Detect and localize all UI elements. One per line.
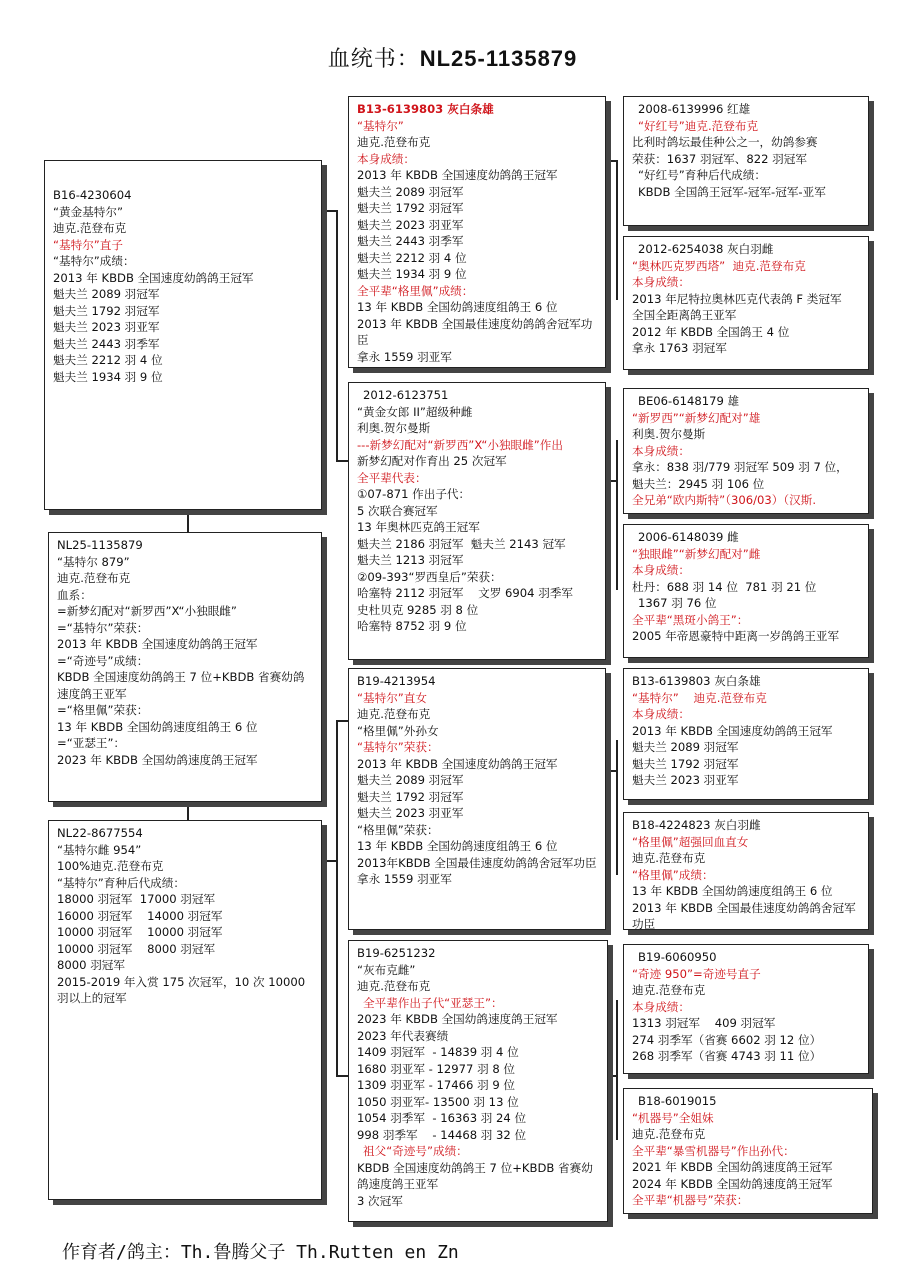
gen2-line: 全平辈作出子代“亚瑟王”： — [363, 995, 503, 1010]
dam-breeder: 100%迪克.范登布克 — [57, 859, 164, 873]
dam-line: 10000 羽冠军 8000 羽冠军 — [57, 941, 216, 956]
gen3-line: 本身成绩： — [632, 707, 690, 721]
dam-line: 8000 羽冠军 — [57, 958, 125, 972]
title-prefix: 血统书： — [327, 47, 420, 72]
gen2-line: 2013 年 KBDB 全国最佳速度幼鸽鸽舍冠军功臣 — [357, 316, 593, 347]
gen3-line: 2013 年 KBDB 全国最佳速度幼鸽鸽舍冠军功臣 — [632, 900, 856, 930]
sire-box — [44, 160, 322, 510]
gen2-line: 拿永 1559 羽亚军 — [357, 872, 452, 886]
sire-lineage: “基特尔”直子 — [53, 237, 123, 252]
gen2-line: 1054 羽季军 - 16363 羽 24 位 — [357, 1111, 527, 1125]
gen3-ring: B18-6019015 — [638, 1094, 717, 1108]
gen2-line: 2023 年 KBDB 全国幼鸽速度鸽王冠军 — [357, 1012, 558, 1026]
subject-line: 血系： — [57, 587, 92, 602]
subject-line: =新梦幻配对“新罗西”X“小独眼雌” — [57, 604, 237, 618]
sire-ring: B16-4230604 — [53, 188, 132, 202]
dam-line: 18000 羽冠军 17000 羽冠军 — [57, 892, 216, 906]
gen3-line: 拿永 1763 羽冠军 — [632, 341, 727, 355]
gen3-box-7 — [623, 944, 869, 1074]
gen2-line: 1309 羽亚军 - 17466 羽 9 位 — [357, 1078, 516, 1092]
gen2-line: 哈塞特 8752 羽 9 位 — [357, 619, 467, 633]
gen3-line: 利奥.贺尔曼斯 — [632, 427, 706, 441]
gen2-line: 迪克.范登布克 — [357, 979, 431, 993]
gen3-line: 本身成绩： — [632, 443, 690, 458]
gen2-line: 魁夫兰 2023 羽亚军 — [357, 217, 464, 232]
gen2-line: ②09-393“罗西皇后”荣获： — [357, 569, 502, 584]
sire-line: 2013 年 KBDB 全国速度幼鸽鸽王冠军 — [53, 270, 254, 285]
gen2-line: “基特尔” — [357, 118, 404, 133]
gen3-line: 魁夫兰 1792 羽冠军 — [632, 756, 739, 771]
gen2-ring: B19-6251232 — [357, 946, 436, 960]
gen3-ring: BE06-6148179 雄 — [638, 394, 740, 408]
gen3-line: 荣获：1637 羽冠军、822 羽冠军 — [632, 151, 807, 166]
gen3-line: 全平辈“黑斑小鸽王”： — [632, 612, 749, 627]
subject-name: “基特尔 879” — [57, 554, 130, 569]
sire-line: 魁夫兰 2023 羽亚军 — [53, 320, 160, 334]
gen3-box-4 — [623, 524, 869, 658]
gen2-line: “基特尔”荣获： — [357, 740, 439, 754]
gen2-line: 魁夫兰 2089 羽冠军 — [357, 773, 464, 787]
gen3-line: 迪克.范登布克 — [632, 983, 706, 997]
subject-line: =“格里佩”荣获： — [57, 703, 149, 717]
subject-breeder: 迪克.范登布克 — [57, 571, 131, 585]
connector — [616, 440, 618, 590]
gen3-line: “新罗西”“新梦幻配对”雄 — [632, 410, 761, 425]
gen2-line: ①07-871 作出子代： — [357, 487, 471, 501]
sire-line: 魁夫兰 1792 羽冠军 — [53, 303, 160, 318]
gen3-line: 魁夫兰 2023 羽亚军 — [632, 773, 739, 787]
dam-ring: NL22-8677554 — [57, 826, 143, 840]
gen2-line: 1680 羽亚军 - 12977 羽 8 位 — [357, 1061, 516, 1076]
dam-line: 10000 羽冠军 10000 羽冠军 — [57, 925, 223, 939]
sire-name: “黄金基特尔” — [53, 204, 123, 219]
gen2-ring: B13-6139803 灰白条雄 — [357, 102, 494, 116]
gen3-line: 全国全距离鸽王亚军 — [632, 308, 737, 322]
gen2-line: “基特尔”直女 — [357, 690, 427, 705]
title-code: NL25-1135879 — [419, 46, 578, 71]
gen2-line: 魁夫兰 2023 羽亚军 — [357, 806, 464, 820]
gen3-ring: 2012-6254038 灰白羽雌 — [638, 242, 774, 256]
gen2-line: KBDB 全国速度幼鸽鸽王 7 位+KBDB 省赛幼鸽速度鸽王亚军 — [357, 1160, 593, 1191]
gen2-line: 魁夫兰 1213 羽冠军 — [357, 553, 464, 567]
gen2-line: 魁夫兰 2212 羽 4 位 — [357, 250, 467, 265]
gen3-line: 迪克.范登布克 — [632, 851, 706, 865]
gen3-line: 比利时鸽坛最佳种公之一，幼鸽参赛 — [632, 135, 818, 149]
gen2-line: 魁夫兰 1792 羽冠军 — [357, 789, 464, 804]
gen3-box-8 — [623, 1088, 873, 1214]
gen2-line: 1409 羽冠军 - 14839 羽 4 位 — [357, 1045, 519, 1059]
sire-line: 魁夫兰 2443 羽季军 — [53, 336, 160, 351]
gen2-line: 魁夫兰 2089 羽冠军 — [357, 184, 464, 199]
subject-line: 2013 年 KBDB 全国速度幼鸽鸽王冠军 — [57, 637, 258, 651]
gen2-line: 拿永 1559 羽亚军 — [357, 349, 452, 364]
sire-breeder: 迪克.范登布克 — [53, 221, 127, 235]
gen2-line: 5 次联合赛冠军 — [357, 503, 438, 518]
gen2-line: “格里佩”荣获： — [357, 822, 439, 837]
gen3-line: “基特尔” 迪克.范登布克 — [632, 690, 767, 705]
gen2-ring: 2012-6123751 — [363, 388, 449, 402]
gen2-box-1 — [348, 96, 606, 368]
connector — [606, 480, 616, 482]
page-title — [0, 42, 905, 73]
gen2-line: 13 年奥林匹克鸽王冠军 — [357, 520, 480, 534]
connector — [336, 460, 348, 462]
gen2-line: 魁夫兰 1792 羽冠军 — [357, 201, 464, 215]
gen3-line: 全平辈“机器号”荣获： — [632, 1193, 749, 1207]
gen3-line: 全兄弟“欧内斯特”（306/03）（汉斯. — [632, 493, 817, 507]
gen3-box-3 — [623, 388, 869, 514]
gen2-line: 魁夫兰 2186 羽冠军 魁夫兰 2143 冠军 — [357, 536, 566, 551]
subject-line: 2023 年 KBDB 全国幼鸽速度鸽王冠军 — [57, 752, 258, 767]
gen3-line: “奥林匹克罗西塔” 迪克.范登布克 — [632, 258, 806, 273]
gen3-box-2 — [623, 236, 869, 370]
gen3-line: 本身成绩： — [632, 275, 690, 289]
gen2-line: “灰布克雌” — [357, 962, 416, 977]
connector — [616, 1000, 618, 1140]
subject-box — [48, 532, 322, 802]
gen2-line: 13 年 KBDB 全国幼鸽速度组鸽王 6 位 — [357, 839, 558, 853]
subject-line: =“奇迹号”成绩： — [57, 653, 149, 668]
gen3-line: 本身成绩： — [632, 563, 690, 577]
gen2-line: 3 次冠军 — [357, 1193, 403, 1208]
connector — [336, 1075, 348, 1077]
gen2-line: 2023 年代表赛绩 — [357, 1028, 449, 1043]
connector — [336, 210, 338, 460]
gen3-ring: B19-6060950 — [638, 950, 717, 964]
gen3-ring: 2006-6148039 雌 — [638, 530, 739, 544]
gen3-line: 13 年 KBDB 全国幼鸽速度组鸽王 6 位 — [632, 884, 833, 898]
dam-box — [48, 820, 322, 1200]
gen2-line: 新梦幻配对作育出 25 次冠军 — [357, 454, 507, 468]
gen3-box-5 — [623, 668, 869, 800]
gen2-box-2 — [348, 382, 606, 660]
sire-line: 魁夫兰 2089 羽冠军 — [53, 287, 160, 301]
gen3-line: 杜丹：688 羽 14 位 781 羽 21 位 — [632, 579, 817, 594]
gen3-ring: 2008-6139996 红雄 — [638, 102, 751, 116]
gen3-line: 魁夫兰 2089 羽冠军 — [632, 740, 739, 754]
gen3-line: 1367 羽 76 位 — [638, 596, 717, 610]
connector — [187, 510, 189, 532]
gen3-line: 2021 年 KBDB 全国幼鸽速度鸽王冠军 — [632, 1160, 833, 1174]
gen2-box-4 — [348, 940, 608, 1222]
sire-line: “基特尔”成绩： — [53, 254, 135, 268]
gen3-line: “格里佩”超强回血直女 — [632, 834, 749, 849]
connector — [322, 210, 336, 212]
connector — [322, 860, 336, 862]
sire-line: 魁夫兰 1934 羽 9 位 — [53, 369, 163, 384]
gen3-line: “格里佩”成绩： — [632, 867, 714, 882]
gen2-line: 祖父“奇迹号”成绩： — [363, 1144, 468, 1158]
gen3-line: KBDB 全国鸽王冠军-冠军-冠军-亚军 — [638, 184, 826, 199]
gen2-line: 13 年 KBDB 全国幼鸽速度组鸽王 6 位 — [357, 300, 558, 314]
gen3-line: 拿永：838 羽/779 羽冠军 509 羽 7 位， — [632, 460, 848, 474]
gen2-line: 魁夫兰 2443 羽季军 — [357, 234, 464, 248]
gen2-line: 2013 年 KBDB 全国速度幼鸽鸽王冠军 — [357, 756, 558, 771]
gen2-line: 迪克.范登布克 — [357, 135, 431, 149]
connector — [336, 720, 348, 722]
gen3-line: 本身成绩： — [632, 999, 690, 1014]
gen3-line: 2012 年 KBDB 全国鸽王 4 位 — [632, 324, 790, 339]
gen3-line: 魁夫兰：2945 羽 106 位 — [632, 476, 765, 491]
gen3-line: 2024 年 KBDB 全国幼鸽速度鸽王冠军 — [632, 1176, 833, 1191]
gen2-line: 998 羽季军 - 14468 羽 32 位 — [357, 1127, 527, 1142]
gen2-line: 史杜贝克 9285 羽 8 位 — [357, 602, 479, 617]
gen3-line: 1313 羽冠军 409 羽冠军 — [632, 1016, 776, 1030]
connector — [616, 160, 618, 300]
gen3-line: 268 羽季军（省赛 4743 羽 11 位） — [632, 1049, 822, 1063]
connector — [187, 802, 189, 820]
connector — [336, 720, 338, 1075]
gen3-line: “好红号”育种后代成绩： — [638, 168, 766, 182]
gen2-line: 全平辈“格里佩”成绩： — [357, 283, 474, 298]
gen3-line: 2013 年尼特拉奥林匹克代表鸽 F 类冠军 — [632, 291, 842, 306]
gen2-line: 迪克.范登布克 — [357, 707, 431, 721]
gen2-line: “格里佩”外孙女 — [357, 723, 439, 738]
subject-ring: NL25-1135879 — [57, 538, 143, 552]
sire-line: 魁夫兰 2212 羽 4 位 — [53, 353, 163, 367]
gen2-line: 2013 年 KBDB 全国速度幼鸽鸽王冠军 — [357, 168, 558, 182]
gen3-line: “好红号”迪克.范登布克 — [638, 118, 759, 133]
connector — [606, 770, 616, 772]
gen3-line: “独眼雌”“新梦幻配对”雌 — [632, 546, 761, 561]
dam-name: “基特尔雌 954” — [57, 842, 142, 857]
gen3-line: “奇迹 950”=奇迹号直子 — [632, 966, 761, 981]
connector — [616, 740, 618, 875]
dam-line: “基特尔”育种后代成绩： — [57, 875, 185, 890]
gen2-line: 魁夫兰 1934 羽 9 位 — [357, 267, 467, 281]
gen3-box-6 — [623, 812, 869, 930]
gen2-line: 2013年KBDB 全国最佳速度幼鸽鸽舍冠军功臣 — [357, 855, 597, 870]
gen3-ring: B18-4224823 灰白羽雌 — [632, 818, 761, 832]
gen2-line: 哈塞特 2112 羽冠军 文罗 6904 羽季军 — [357, 586, 574, 600]
breeder-footer: 作育者/鸽主：Th.鲁腾父子 Th.Rutten en Zn — [62, 1242, 459, 1263]
gen2-line: 利奥.贺尔曼斯 — [357, 421, 431, 435]
gen3-box-1 — [623, 96, 869, 226]
subject-line: 13 年 KBDB 全国幼鸽速度组鸽王 6 位 — [57, 719, 258, 734]
gen3-line: 2013 年 KBDB 全国速度幼鸽鸽王冠军 — [632, 723, 833, 738]
gen2-box-3 — [348, 668, 606, 930]
dam-line: 2015-2019 年入赏 175 次冠军，10 次 10000 羽以上的冠军 — [57, 974, 309, 1005]
gen3-line: 全平辈“暴雪机器号”作出孙代： — [632, 1143, 795, 1158]
subject-line: KBDB 全国速度幼鸽鸽王 7 位+KBDB 省赛幼鸽速度鸽王亚军 — [57, 670, 305, 701]
connector — [606, 160, 616, 162]
gen3-ring: B13-6139803 灰白条雄 — [632, 674, 761, 688]
gen2-ring: B19-4213954 — [357, 674, 436, 688]
gen3-line: 2005 年帝恩豪特中距离一岁鸽鸽王亚军 — [632, 629, 840, 643]
subject-line: =“基特尔”荣获： — [57, 620, 149, 635]
gen3-line: 274 羽季军（省赛 6602 羽 12 位） — [632, 1032, 822, 1047]
gen2-line: ---新梦幻配对“新罗西”X“小独眼雌”作出 — [357, 437, 563, 452]
gen3-line: 迪克.范登布克 — [632, 1127, 706, 1141]
gen2-line: 本身成绩： — [357, 151, 415, 166]
gen2-line: 1050 羽亚军- 13500 羽 13 位 — [357, 1094, 519, 1109]
gen2-line: 全平辈代表： — [357, 470, 427, 485]
subject-line: =“亚瑟王”： — [57, 736, 126, 750]
dam-line: 16000 羽冠军 14000 羽冠军 — [57, 908, 223, 923]
gen3-line: “机器号”全姐妹 — [632, 1110, 714, 1125]
gen2-line: “黄金女郎 II”超级种雌 — [357, 404, 473, 419]
